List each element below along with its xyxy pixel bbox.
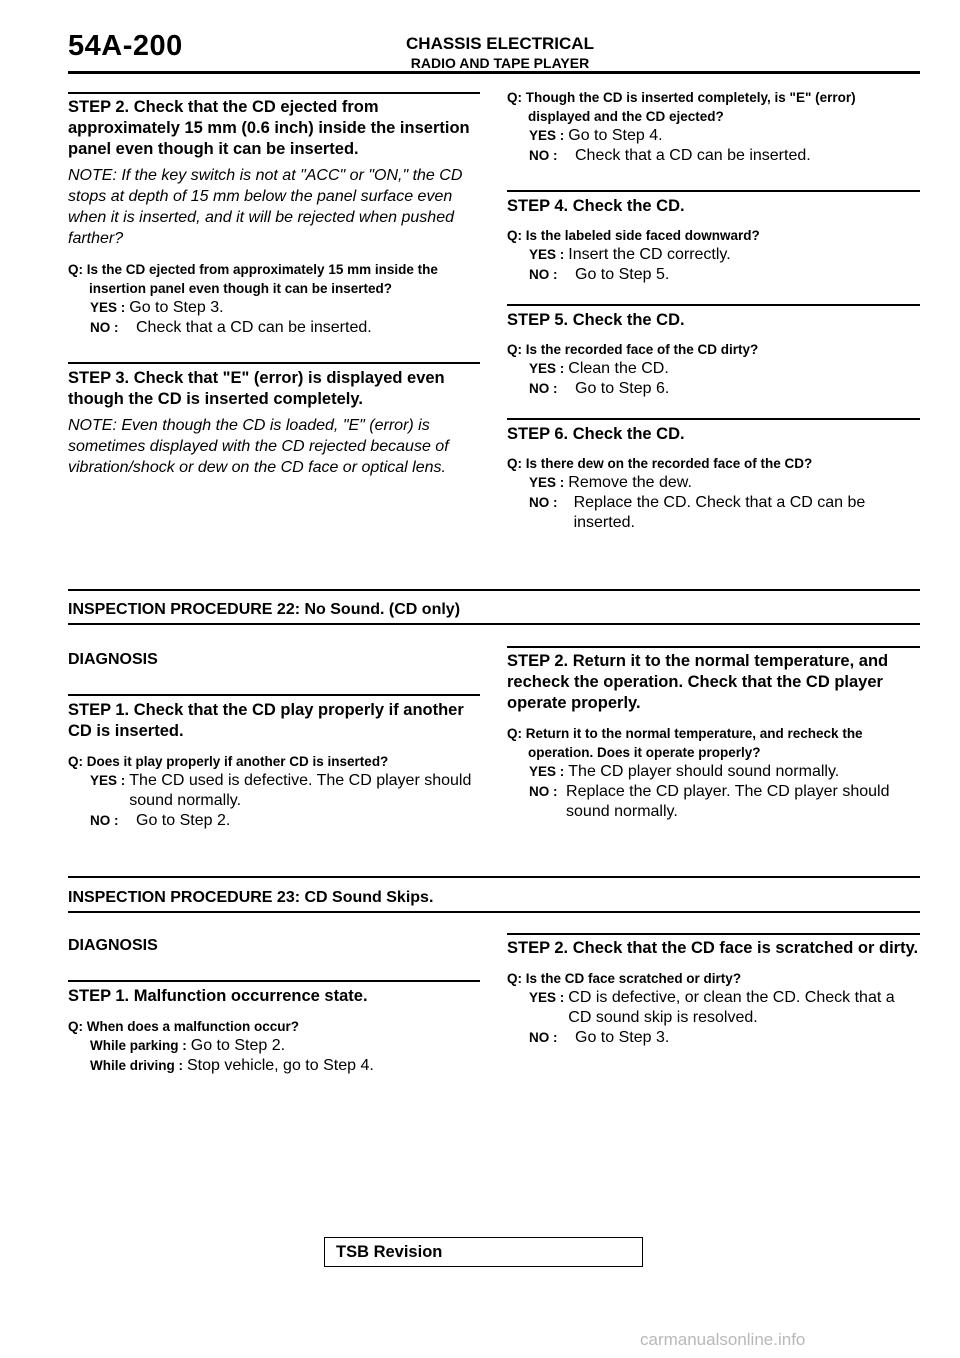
proc23-step1-parking	[68, 1036, 480, 1056]
proc22-title: INSPECTION PROCEDURE 22: No Sound. (CD only)	[68, 601, 461, 618]
proc23-step2-question: Q: Is the CD face scratched or dirty?	[507, 971, 742, 986]
proc21-step6-no	[507, 493, 920, 533]
yes-label: YES :	[529, 475, 565, 490]
tsb-revision-label: TSB Revision	[336, 1243, 443, 1261]
watermark: carmanualsonline.info	[640, 1330, 806, 1349]
proc22-right-column	[507, 646, 920, 822]
no-label: NO :	[529, 148, 558, 163]
step-rule	[68, 92, 480, 94]
yes-text: CD is defective, or clean the CD. Check that a CD sound skip is resolved.	[568, 989, 895, 1026]
proc21-step2-question: Q: Is the CD ejected from approximately 15 mm inside the insertion panel even though it can be inserted?	[68, 262, 438, 296]
proc23-step2-title: STEP 2. Check that the CD face is scratched or dirty.	[507, 939, 919, 957]
section-title: CHASSIS ELECTRICAL	[406, 34, 594, 53]
proc22-step2-yes	[507, 762, 920, 782]
procedure-rule	[68, 911, 920, 913]
yes-text: Insert the CD correctly.	[568, 246, 731, 263]
step-rule	[68, 362, 480, 364]
yes-text: The CD player should sound normally.	[568, 763, 840, 780]
yes-text: Remove the dew.	[568, 474, 692, 491]
parking-label: While parking :	[90, 1038, 187, 1053]
no-text: Check that a CD can be inserted.	[575, 147, 811, 164]
proc21-step3-yes	[507, 126, 920, 146]
yes-label: YES :	[529, 247, 565, 262]
yes-text: The CD used is defective. The CD player should sound normally.	[129, 772, 472, 809]
yes-label: YES :	[90, 300, 126, 315]
no-text: Go to Step 3.	[575, 1029, 670, 1046]
proc21-step4-yes	[507, 245, 920, 265]
proc21-step4-no	[507, 265, 920, 285]
step-rule	[507, 933, 920, 935]
no-text: Go to Step 6.	[575, 380, 670, 397]
yes-text: Clean the CD.	[568, 360, 669, 377]
proc23-title: INSPECTION PROCEDURE 23: CD Sound Skips.	[68, 889, 434, 906]
proc22-step1-title: STEP 1. Check that the CD play properly if another CD is inserted.	[68, 701, 464, 740]
no-label: NO :	[529, 784, 558, 799]
proc22-step1-no	[68, 811, 480, 831]
proc21-step4-title: STEP 4. Check the CD.	[507, 197, 685, 215]
yes-label: YES :	[529, 361, 565, 376]
procedure-rule	[68, 623, 920, 625]
proc21-step6-question: Q: Is there dew on the recorded face of the CD?	[507, 456, 813, 471]
driving-label: While driving :	[90, 1058, 183, 1073]
proc21-step6-title: STEP 6. Check the CD.	[507, 425, 685, 443]
proc23-left-column	[68, 937, 480, 1076]
proc21-step2-title: STEP 2. Check that the CD ejected from approximately 15 mm (0.6 inch) inside the insertion panel even though it can be inserted.	[68, 98, 470, 158]
page-number: 54A-200	[68, 30, 183, 62]
yes-label: YES :	[529, 990, 565, 1005]
proc21-step5-title: STEP 5. Check the CD.	[507, 311, 685, 329]
proc21-step5-no	[507, 379, 920, 399]
driving-text: Stop vehicle, go to Step 4.	[187, 1057, 374, 1074]
no-text: Go to Step 5.	[575, 266, 670, 283]
procedure-rule	[68, 876, 920, 878]
proc21-step2-note: NOTE: If the key switch is not at "ACC" or "ON," the CD stops at depth of 15 mm below the panel surface even when it is inserted, and it will be rejected when pushed farther?	[68, 167, 463, 247]
proc23-step1-title: STEP 1. Malfunction occurrence state.	[68, 987, 368, 1005]
proc21-step2-no	[68, 318, 480, 338]
proc21-step5-yes	[507, 359, 920, 379]
step-rule	[68, 980, 480, 982]
proc22-left-column	[68, 651, 480, 831]
no-text: Replace the CD. Check that a CD can be inserted.	[573, 494, 866, 531]
yes-label: YES :	[529, 764, 565, 779]
proc21-step3-note: NOTE: Even though the CD is loaded, "E" (error) is sometimes displayed with the CD rejected because of vibration/shock or dew on the CD face or optical lens.	[68, 417, 449, 476]
no-label: NO :	[90, 320, 119, 335]
proc21-left-column	[68, 92, 480, 478]
proc21-step2-yes	[68, 298, 480, 318]
yes-label: YES :	[529, 128, 565, 143]
proc21-step5-question: Q: Is the recorded face of the CD dirty?	[507, 342, 759, 357]
step-rule	[507, 190, 920, 192]
header-rule	[68, 71, 920, 74]
proc22-step2-question: Q: Return it to the normal temperature, and recheck the operation. Does it operate properly?	[507, 726, 863, 760]
proc23-step2-yes	[507, 988, 920, 1028]
proc21-step4-question: Q: Is the labeled side faced downward?	[507, 228, 760, 243]
proc23-step1-driving	[68, 1056, 480, 1076]
proc22-step2-no	[507, 782, 920, 822]
subsection-title: RADIO AND TAPE PLAYER	[410, 55, 590, 71]
proc23-right-column	[507, 933, 920, 1048]
proc23-diagnosis: DIAGNOSIS	[68, 937, 158, 954]
no-label: NO :	[90, 813, 119, 828]
step-rule	[507, 304, 920, 306]
step-rule	[507, 418, 920, 420]
proc21-step3-question: Q: Though the CD is inserted completely, is "E" (error) displayed and the CD ejected?	[507, 90, 856, 124]
proc22-step2-title: STEP 2. Return it to the normal temperature, and recheck the operation. Check that the CD player operate properly.	[507, 652, 889, 712]
proc21-step6-yes	[507, 473, 920, 493]
procedure-rule	[68, 589, 920, 591]
proc23-step1-question: Q: When does a malfunction occur?	[68, 1019, 300, 1034]
parking-text: Go to Step 2.	[190, 1037, 286, 1054]
yes-text: Go to Step 4.	[568, 127, 663, 144]
no-label: NO :	[529, 495, 558, 510]
yes-text: Go to Step 3.	[129, 299, 224, 316]
no-text: Go to Step 2.	[136, 812, 231, 829]
proc21-step3-no	[507, 146, 920, 166]
proc21-step3-title: STEP 3. Check that "E" (error) is displayed even though the CD is inserted completely.	[68, 369, 445, 408]
no-label: NO :	[529, 381, 558, 396]
no-text: Replace the CD player. The CD player should sound normally.	[566, 783, 890, 820]
proc22-step1-question: Q: Does it play properly if another CD is inserted?	[68, 754, 389, 769]
proc22-diagnosis: DIAGNOSIS	[68, 651, 158, 668]
step-rule	[68, 694, 480, 696]
step-rule	[507, 646, 920, 648]
no-label: NO :	[529, 267, 558, 282]
proc22-step1-yes	[68, 771, 480, 811]
no-text: Check that a CD can be inserted.	[136, 319, 372, 336]
yes-label: YES :	[90, 773, 126, 788]
no-label: NO :	[529, 1030, 558, 1045]
proc23-step2-no	[507, 1028, 920, 1048]
proc21-right-column	[507, 88, 920, 533]
